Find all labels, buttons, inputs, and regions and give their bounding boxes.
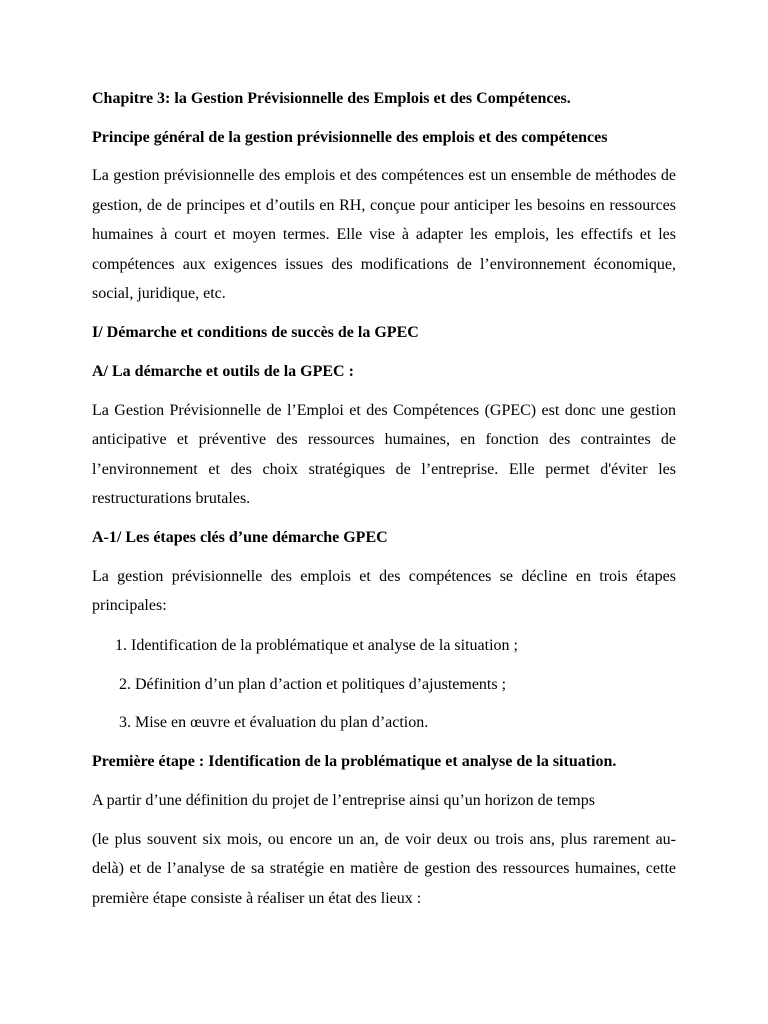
chapter-title: Chapitre 3: la Gestion Prévisionnelle des Emplois et des Compétences. — [92, 90, 571, 107]
principle-heading: Principe général de la gestion prévisionnelle des emplois et des compétences — [92, 129, 608, 146]
step-item: 3. Mise en œuvre et évaluation du plan d’action. — [119, 713, 429, 731]
document-page — [92, 80, 676, 913]
first-step-line: A partir d’une définition du projet de l’entreprise ainsi qu’un horizon de temps — [92, 791, 595, 809]
section-a-paragraph: La Gestion Prévisionnelle de l’Emploi et des Compétences (GPEC) est donc une gestion anticipative et préventive des ressources humaines, en fonction des contraintes de l’environnement et des choix stratégiques de l’entreprise. Elle permet d'éviter les restructurations brutales. — [92, 401, 676, 507]
intro-paragraph: La gestion prévisionnelle des emplois et des compétences est un ensemble de méthodes de gestion, de de principes et d’outils en RH, conçue pour anticiper les besoins en ressources humaines à court et moyen termes. Elle vise à adapter les emplois, les effectifs et les compétences aux exigences issues des modifications de l’environnement économique, social, juridique, etc. — [92, 167, 676, 302]
section-a-heading: A/ La démarche et outils de la GPEC : — [92, 362, 354, 380]
section-1-heading: I/ Démarche et conditions de succès de la GPEC — [92, 323, 419, 341]
first-step-paragraph: (le plus souvent six mois, ou encore un an, de voir deux ou trois ans, plus rarement au-delà) et de l’analyse de sa stratégie en matière de gestion des ressources humaines, cette première étape consiste à réaliser un état des lieux : — [92, 830, 676, 907]
steps-intro: La gestion prévisionnelle des emplois et des compétences se décline en trois étapes principales: — [92, 567, 676, 614]
first-step-heading: Première étape : Identification de la problématique et analyse de la situation. — [92, 752, 617, 770]
step-item: 1. Identification de la problématique et analyse de la situation ; — [115, 636, 518, 654]
step-item: 2. Définition d’un plan d’action et politiques d’ajustements ; — [119, 675, 507, 693]
section-a1-heading: A-1/ Les étapes clés d’une démarche GPEC — [92, 528, 388, 546]
